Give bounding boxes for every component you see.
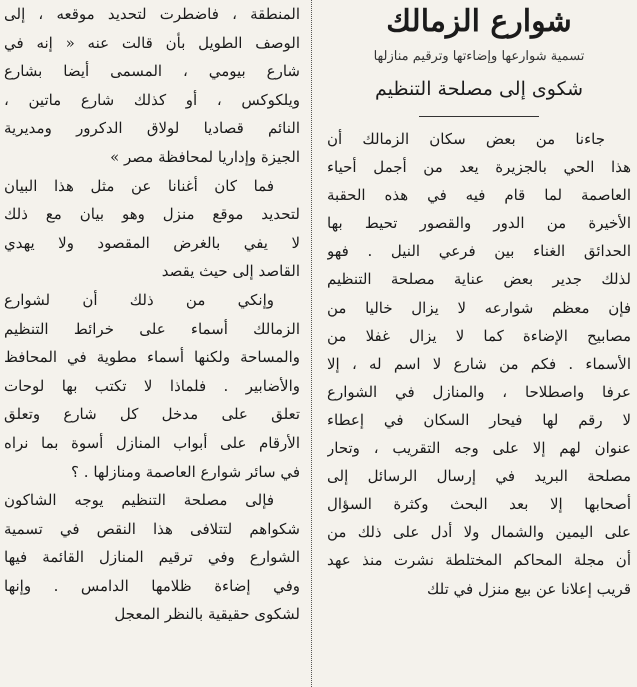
right-column <box>327 0 631 687</box>
text-line: لشكوى حقيقية بالنظر المعجل <box>114 605 300 624</box>
text-line: لا رقم لها فيحار السكان في إعطاء <box>327 410 631 429</box>
text-line: مصلحة البريد في إرسال الرسائل إلى <box>327 467 631 486</box>
text-line: قريب إعلانا عن بيع منزل في تلك <box>426 579 631 598</box>
column-divider <box>311 0 312 687</box>
text-line: في سائر شوارع العاصمة ومنازلها . ؟ <box>71 462 300 481</box>
text-line: أن مجلة المحاكم المختلطة نشرت منذ عهد <box>327 551 631 570</box>
article-headline: شوارع الزمالك <box>386 4 572 39</box>
text-line: الوصف الطويل بأن قالت عنه « إنه في <box>4 33 300 52</box>
right-column-text <box>327 125 631 603</box>
text-line: القاصد إلى حيث يقصد <box>161 262 300 281</box>
text-line: هذا الحي بالجزيرة يعد من أجمل أحياء <box>327 158 631 177</box>
text-line: على اليمين والشمال ولا أدل على ذلك من <box>327 523 631 542</box>
text-line: الأسماء . فكم من شارع لا اسم له ، إلا <box>327 354 631 373</box>
text-line: شكواهم لتتلافى هذا النقص في تسمية <box>4 519 300 538</box>
text-line: لذلك جدير بعض عناية مصلحة التنظيم <box>327 270 631 289</box>
text-line: الجيزة وإداريا لمحافظة مصر » <box>110 147 300 166</box>
text-line: الشوارع وفي ترقيم المنازل القائمة فيها <box>4 548 300 567</box>
text-line: شارع بيومي ، المسمى أيضا بشارع <box>4 62 300 81</box>
text-line: العاصمة لما قام فيه في هذه الحقبة <box>327 186 631 205</box>
text-line: والأضابير . فلماذا لا تكتب بها لوحات <box>4 376 300 395</box>
text-line: مصابيح الإضاءة كما لا يزال غفلا من <box>327 326 631 345</box>
text-line: لا يفي بالغرض المقصود ولا يهدي <box>4 233 300 252</box>
text-line: تعلق على مدخل كل شارع وتعلق <box>4 405 300 424</box>
left-column <box>4 0 300 687</box>
text-line: أصحابها إلا بعد البحث وكثرة السؤال <box>327 495 631 514</box>
text-line: الزمالك أسماء على خرائط التنظيم <box>4 319 300 338</box>
text-line: عرفا واصطلاحا ، والمنازل في الشوارع <box>327 382 631 401</box>
text-line: الأخيرة من الدور والقصور تحيط بها <box>327 214 631 233</box>
text-line: لتحديد موقع منزل وهو بيان مع ذلك <box>4 205 300 224</box>
article-subheadline-complaint: شكوى إلى مصلحة التنظيم <box>374 78 584 100</box>
text-line: جاءنا من بعض سكان الزمالك أن <box>327 130 605 148</box>
text-line: ويلكوكس ، أو كذلك شارع ماتين ، <box>4 90 300 109</box>
text-line: فإن معظم شوارعه لا يزال خاليا من <box>327 298 631 317</box>
text-line: الحدائق الغناء بين فرعي النيل . فهو <box>327 242 631 261</box>
text-line: فما كان أغنانا عن مثل هذا البيان <box>4 176 274 195</box>
text-line: عنوان لهم إلا على وجه التقريب ، وتحار <box>327 439 631 458</box>
headline-rule <box>419 116 539 117</box>
text-line: والمساحة ولكنها أسماء مطوية في المحافظ <box>4 348 300 367</box>
text-line: فإلى مصلحة التنظيم يوجه الشاكون <box>4 491 274 510</box>
text-line: الأرقام على أبواب المنازل أسوة بما نراه <box>4 433 300 452</box>
left-column-text <box>4 0 300 629</box>
text-line: المنطقة ، فاضطرت لتحديد موقعه ، إلى <box>4 5 300 23</box>
text-line: النائم قصاديا لولاق الدكرور ومديرية <box>4 119 300 138</box>
text-line: وإنكي من ذلك أن لشوارع <box>4 290 274 309</box>
text-line: وفي إضاءة ظلامها الدامس . وإنها <box>4 576 300 595</box>
article-subheadline: تسمية شوارعها وإضاءتها وترقيم منازلها <box>373 49 585 64</box>
